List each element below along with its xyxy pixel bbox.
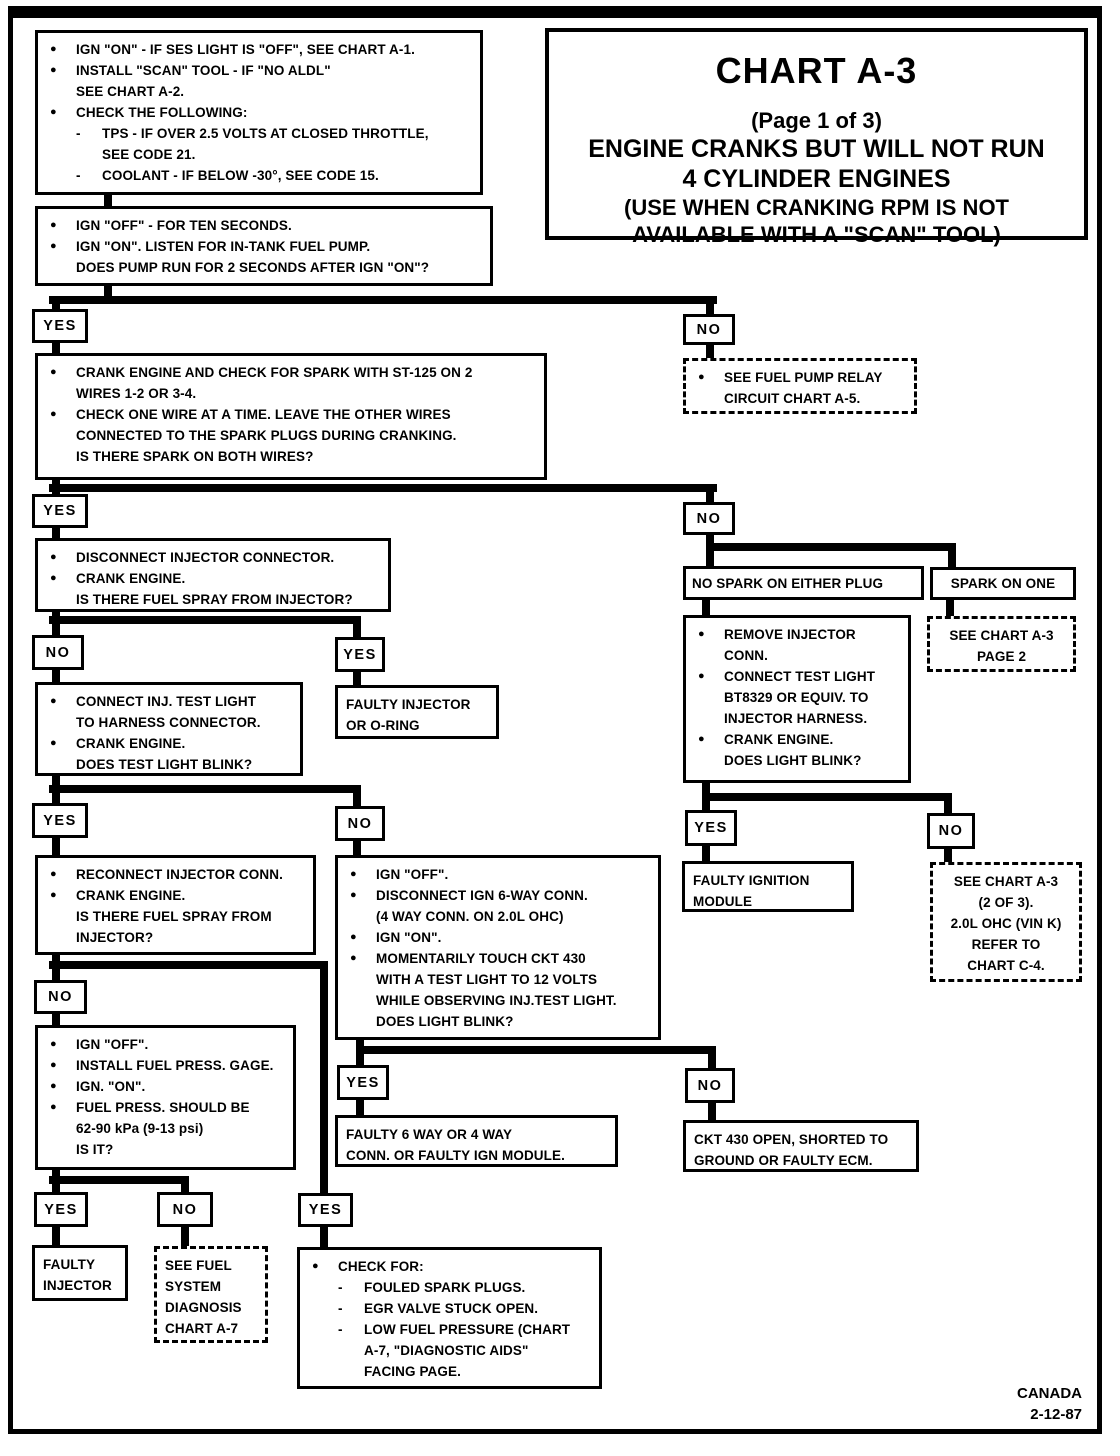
- text-line: [46, 1034, 285, 1055]
- line-text: WITH A TEST LIGHT TO 12 VOLTS: [376, 972, 598, 987]
- bullet-icon: ●: [350, 868, 357, 880]
- text-line: [346, 1011, 650, 1032]
- text-line: [346, 990, 650, 1011]
- text-line: [46, 691, 292, 712]
- chart-a3-page2-ref-box: [927, 616, 1076, 672]
- line-text: DOES LIGHT BLINK?: [376, 1014, 514, 1029]
- line-text: WHILE OBSERVING INJ.TEST LIGHT.: [376, 993, 617, 1008]
- faulty-ignition-module-result-box: [682, 861, 854, 912]
- text-line: [308, 1340, 591, 1361]
- text-line: [694, 750, 900, 771]
- text-line: [346, 948, 650, 969]
- text-line: [694, 645, 900, 666]
- spark-both-yes: YES: [32, 494, 88, 528]
- harness-light-yes: YES: [685, 810, 737, 846]
- line-text: IGN "ON" - IF SES LIGHT IS "OFF", SEE CHART A-1.: [76, 42, 415, 57]
- text-line: [46, 589, 380, 610]
- line-text: INJECTOR?: [76, 930, 154, 945]
- text-line: [165, 1255, 257, 1276]
- text-line: [46, 927, 305, 948]
- line-text: 2.0L OHC (VIN K): [950, 916, 1062, 931]
- text-line: [46, 1076, 285, 1097]
- bullet-icon: ●: [50, 1080, 57, 1092]
- connector: [52, 1225, 60, 1247]
- connector: [49, 785, 361, 793]
- text-line: [308, 1319, 591, 1340]
- line-text: SEE FUEL PUMP RELAY: [724, 370, 883, 385]
- inj-test-light-question-box: [35, 682, 303, 776]
- ckt430-light-yes: YES: [337, 1065, 389, 1100]
- bullet-icon: ●: [50, 240, 57, 252]
- line-text: TPS - IF OVER 2.5 VOLTS AT CLOSED THROTTLE,: [102, 126, 429, 141]
- text-line: [46, 712, 292, 733]
- text-line: [346, 715, 488, 736]
- line-text: MOMENTARILY TOUCH CKT 430: [376, 951, 586, 966]
- text-line: [694, 388, 906, 409]
- test-light-blink-yes: YES: [32, 803, 88, 838]
- text-line: [308, 1256, 591, 1277]
- line-text: IGN. "ON".: [76, 1079, 146, 1094]
- connector: [49, 484, 717, 492]
- line-text: REMOVE INJECTOR: [724, 627, 856, 642]
- connector: [320, 1225, 328, 1249]
- text-line: [694, 1150, 908, 1171]
- connector: [353, 616, 361, 639]
- connector: [708, 1101, 716, 1122]
- line-text: DOES TEST LIGHT BLINK?: [76, 757, 253, 772]
- line-text: SEE CHART A-3: [953, 874, 1059, 889]
- text-line: [43, 1254, 117, 1275]
- injector-spray-question-box: [35, 538, 391, 612]
- line-text: FACING PAGE.: [364, 1364, 461, 1379]
- line-text: COOLANT - IF BELOW -30°, SEE CODE 15.: [102, 168, 379, 183]
- line-text: CONN. OR FAULTY IGN MODULE.: [346, 1148, 565, 1163]
- connector: [49, 1176, 189, 1184]
- dash-icon: -: [338, 1301, 343, 1316]
- bullet-icon: ●: [312, 1260, 319, 1272]
- text-line: [46, 165, 472, 186]
- line-text: (4 WAY CONN. ON 2.0L OHC): [376, 909, 564, 924]
- chart-subtitle-1: ENGINE CRANKS BUT WILL NOT RUN: [588, 135, 1045, 163]
- preliminary-checks-box: [35, 30, 483, 195]
- text-line: [941, 913, 1071, 934]
- connector: [49, 296, 717, 304]
- bullet-icon: ●: [50, 551, 57, 563]
- line-text: DOES LIGHT BLINK?: [724, 753, 862, 768]
- chart-page-number: (Page 1 of 3): [751, 108, 882, 133]
- chart-title: CHART A-3: [715, 50, 918, 91]
- line-text: CRANK ENGINE.: [76, 571, 186, 586]
- text-line: [46, 425, 536, 446]
- spark-on-one-box: [930, 567, 1076, 600]
- bullet-icon: ●: [50, 1101, 57, 1113]
- line-text: FAULTY INJECTOR: [346, 697, 471, 712]
- text-line: [46, 404, 536, 425]
- connector: [706, 543, 956, 551]
- line-text: CRANK ENGINE.: [724, 732, 834, 747]
- line-text: INJECTOR: [43, 1278, 112, 1293]
- line-text: IS IT?: [76, 1142, 114, 1157]
- bullet-icon: ●: [50, 868, 57, 880]
- chart-title-box: [545, 28, 1088, 247]
- bullet-icon: ●: [350, 931, 357, 943]
- spark-check-question-box: [35, 353, 547, 480]
- text-line: [46, 257, 482, 278]
- bullet-icon: ●: [50, 43, 57, 55]
- bullet-icon: ●: [50, 64, 57, 76]
- line-text: IGN "OFF".: [376, 867, 449, 882]
- footer-region: CANADA: [1017, 1385, 1082, 1402]
- line-text: CHECK THE FOLLOWING:: [76, 105, 248, 120]
- line-text: CONNECT TEST LIGHT: [724, 669, 876, 684]
- harness-light-no: NO: [927, 813, 975, 849]
- line-text: FAULTY: [43, 1257, 96, 1272]
- line-text: IGN "OFF" - FOR TEN SECONDS.: [76, 218, 292, 233]
- text-line: [165, 1318, 257, 1339]
- line-text: CRANK ENGINE.: [76, 736, 186, 751]
- text-line: [693, 870, 843, 891]
- no-spark-either-plug-box: [683, 566, 924, 600]
- fuel-pump-yes: YES: [32, 309, 88, 343]
- line-text: FUEL PRESS. SHOULD BE: [76, 1100, 250, 1115]
- line-text: GROUND OR FAULTY ECM.: [694, 1153, 873, 1168]
- line-text: TO HARNESS CONNECTOR.: [76, 715, 261, 730]
- fuel-spray-no: NO: [32, 635, 84, 670]
- line-text: SEE CHART A-2.: [76, 84, 185, 99]
- chart-subtitle-3: (USE WHEN CRANKING RPM IS NOT: [624, 195, 1009, 220]
- text-line: [46, 547, 380, 568]
- text-line: [46, 39, 472, 60]
- text-line: [308, 1298, 591, 1319]
- bullet-icon: ●: [698, 371, 705, 383]
- line-text: WIRES 1-2 OR 3-4.: [76, 386, 197, 401]
- line-text: BT8329 OR EQUIV. TO: [724, 690, 869, 705]
- bullet-icon: ●: [350, 889, 357, 901]
- line-text: SEE CHART A-3: [949, 628, 1054, 643]
- bullet-icon: ●: [350, 952, 357, 964]
- chart-a3-2of3-ref-box: [930, 862, 1082, 982]
- line-text: DISCONNECT IGN 6-WAY CONN.: [376, 888, 588, 903]
- bullet-icon: ●: [698, 628, 705, 640]
- line-text: IGN "ON". LISTEN FOR IN-TANK FUEL PUMP.: [76, 239, 371, 254]
- reconnect-injector-question-box: [35, 855, 316, 955]
- line-text: DOES PUMP RUN FOR 2 SECONDS AFTER IGN "ON"?: [76, 260, 430, 275]
- connector: [49, 961, 328, 969]
- line-text: CONN.: [724, 648, 768, 663]
- line-text: FOULED SPARK PLUGS.: [364, 1280, 526, 1295]
- text-line: [46, 1097, 285, 1118]
- check-for-result-box: [297, 1247, 602, 1389]
- line-text: CRANK ENGINE AND CHECK FOR SPARK WITH ST-125 ON 2: [76, 365, 473, 380]
- connector: [948, 543, 956, 569]
- text-line: [46, 885, 305, 906]
- bullet-icon: ●: [698, 670, 705, 682]
- line-text: (2 OF 3).: [978, 895, 1034, 910]
- bullet-icon: ●: [50, 106, 57, 118]
- injector-harness-test-question-box: [683, 615, 911, 783]
- respray-no: NO: [34, 980, 87, 1014]
- connector: [181, 1225, 189, 1248]
- line-text: OR O-RING: [346, 718, 420, 733]
- respray-yes: YES: [298, 1193, 353, 1227]
- line-text: FAULTY IGNITION: [693, 873, 810, 888]
- line-text: CRANK ENGINE.: [76, 888, 186, 903]
- line-text: 62-90 kPa (9-13 psi): [76, 1121, 204, 1136]
- text-line: [346, 1145, 607, 1166]
- fuel-pressure-question-box: [35, 1025, 296, 1170]
- text-line: [46, 906, 305, 927]
- text-line: [346, 864, 650, 885]
- text-line: [46, 1139, 285, 1160]
- connector: [52, 836, 60, 857]
- connector: [49, 616, 361, 624]
- text-line: [46, 362, 536, 383]
- line-text: CONNECTED TO THE SPARK PLUGS DURING CRANKING.: [76, 428, 457, 443]
- line-text: CIRCUIT CHART A-5.: [724, 391, 861, 406]
- ckt430-test-question-box: [335, 855, 661, 1040]
- line-text: DIAGNOSIS: [165, 1300, 242, 1315]
- faulty-conn-module-result-box: [335, 1115, 618, 1167]
- line-text: CHECK FOR:: [338, 1259, 424, 1274]
- text-line: [694, 367, 906, 388]
- text-line: [694, 666, 900, 687]
- bullet-icon: ●: [698, 733, 705, 745]
- line-text: CONNECT INJ. TEST LIGHT: [76, 694, 257, 709]
- connector: [320, 961, 328, 1197]
- connector: [708, 1050, 716, 1070]
- line-text: IGN "ON".: [376, 930, 442, 945]
- fuel-system-diagnosis-ref-box: [154, 1246, 268, 1343]
- text-line: [46, 383, 536, 404]
- text-line: [308, 1277, 591, 1298]
- bullet-icon: ●: [50, 889, 57, 901]
- dash-icon: -: [76, 126, 81, 141]
- text-line: [346, 694, 488, 715]
- text-line: [46, 236, 482, 257]
- line-text: CHECK ONE WIRE AT A TIME. LEAVE THE OTHER WIRES: [76, 407, 451, 422]
- text-line: [941, 871, 1071, 892]
- bullet-icon: ●: [50, 572, 57, 584]
- bullet-icon: ●: [50, 695, 57, 707]
- test-light-blink-no: NO: [335, 806, 385, 841]
- line-text: EGR VALVE STUCK OPEN.: [364, 1301, 539, 1316]
- connector: [702, 844, 710, 862]
- text-line: [938, 646, 1065, 667]
- line-text: RECONNECT INJECTOR CONN.: [76, 867, 283, 882]
- chart-subtitle-2: 4 CYLINDER ENGINES: [682, 165, 951, 193]
- bullet-icon: ●: [50, 366, 57, 378]
- line-text: IS THERE FUEL SPRAY FROM INJECTOR?: [76, 592, 353, 607]
- line-text: INSTALL FUEL PRESS. GAGE.: [76, 1058, 274, 1073]
- text-line: [165, 1297, 257, 1318]
- line-text: A-7, "DIAGNOSTIC AIDS": [364, 1343, 529, 1358]
- line-text: NO SPARK ON EITHER PLUG: [692, 575, 884, 591]
- text-line: [346, 1124, 607, 1145]
- dash-icon: -: [338, 1280, 343, 1295]
- dash-icon: -: [338, 1322, 343, 1337]
- text-line: [694, 687, 900, 708]
- fuel-pump-no: NO: [683, 314, 735, 345]
- connector: [356, 1046, 716, 1054]
- line-text: SPARK ON ONE: [950, 576, 1056, 591]
- text-line: [941, 955, 1071, 976]
- text-line: [941, 934, 1071, 955]
- line-text: CKT 430 OPEN, SHORTED TO: [694, 1132, 889, 1147]
- footer-date: 2-12-87: [1030, 1406, 1082, 1423]
- text-line: [692, 573, 915, 594]
- text-line: [46, 568, 380, 589]
- line-text: CHART A-7: [165, 1321, 239, 1336]
- line-text: LOW FUEL PRESSURE (CHART: [364, 1322, 571, 1337]
- fuel-pressure-no: NO: [157, 1192, 213, 1227]
- line-text: IGN "OFF".: [76, 1037, 149, 1052]
- faulty-injector-result-box: [32, 1245, 128, 1301]
- text-line: [46, 446, 536, 467]
- text-line: [694, 1129, 908, 1150]
- text-line: [43, 1275, 117, 1296]
- line-text: SEE FUEL: [165, 1258, 232, 1273]
- connector: [702, 793, 952, 801]
- text-line: [694, 624, 900, 645]
- text-line: [694, 708, 900, 729]
- text-line: [346, 927, 650, 948]
- text-line: [938, 625, 1065, 646]
- text-line: [46, 215, 482, 236]
- dash-icon: -: [76, 168, 81, 183]
- text-line: [46, 864, 305, 885]
- text-line: [346, 906, 650, 927]
- ckt430-light-no: NO: [685, 1068, 735, 1103]
- line-text: INSTALL "SCAN" TOOL - IF "NO ALDL": [76, 63, 331, 78]
- text-line: [941, 892, 1071, 913]
- text-line: [165, 1276, 257, 1297]
- fuel-pressure-yes: YES: [34, 1192, 88, 1227]
- chart-subtitle-4: AVAILABLE WITH A "SCAN" TOOL): [632, 222, 1001, 247]
- faulty-injector-oring-result-box: [335, 685, 499, 739]
- line-text: CHART C-4.: [967, 958, 1045, 973]
- text-line: [346, 885, 650, 906]
- text-line: [46, 1055, 285, 1076]
- fuel-spray-yes: YES: [335, 637, 385, 672]
- text-line: [937, 573, 1069, 594]
- line-text: FAULTY 6 WAY OR 4 WAY: [346, 1127, 513, 1142]
- line-text: PAGE 2: [976, 649, 1027, 664]
- bullet-icon: ●: [50, 219, 57, 231]
- footer: [1017, 1383, 1082, 1425]
- line-text: DISCONNECT INJECTOR CONNECTOR.: [76, 550, 335, 565]
- bullet-icon: ●: [50, 737, 57, 749]
- line-text: IS THERE SPARK ON BOTH WIRES?: [76, 449, 314, 464]
- spark-both-no: NO: [683, 502, 735, 535]
- ckt430-open-result-box: [683, 1120, 919, 1172]
- fuel-pump-relay-ref-box: [683, 358, 917, 414]
- line-text: SYSTEM: [165, 1279, 222, 1294]
- text-line: [46, 144, 472, 165]
- text-line: [46, 754, 292, 775]
- text-line: [46, 123, 472, 144]
- text-line: [694, 729, 900, 750]
- fuel-pump-question-box: [35, 206, 493, 286]
- text-line: [308, 1361, 591, 1382]
- bullet-icon: ●: [50, 1038, 57, 1050]
- text-line: [46, 733, 292, 754]
- bullet-icon: ●: [50, 408, 57, 420]
- connector: [946, 598, 954, 618]
- line-text: REFER TO: [971, 937, 1041, 952]
- line-text: IS THERE FUEL SPRAY FROM: [76, 909, 272, 924]
- text-line: [46, 1118, 285, 1139]
- text-line: [693, 891, 843, 912]
- text-line: [46, 60, 472, 81]
- line-text: INJECTOR HARNESS.: [724, 711, 868, 726]
- bullet-icon: ●: [50, 1059, 57, 1071]
- text-line: [46, 81, 472, 102]
- text-line: [346, 969, 650, 990]
- line-text: SEE CODE 21.: [102, 147, 196, 162]
- text-line: [46, 102, 472, 123]
- line-text: MODULE: [693, 894, 753, 909]
